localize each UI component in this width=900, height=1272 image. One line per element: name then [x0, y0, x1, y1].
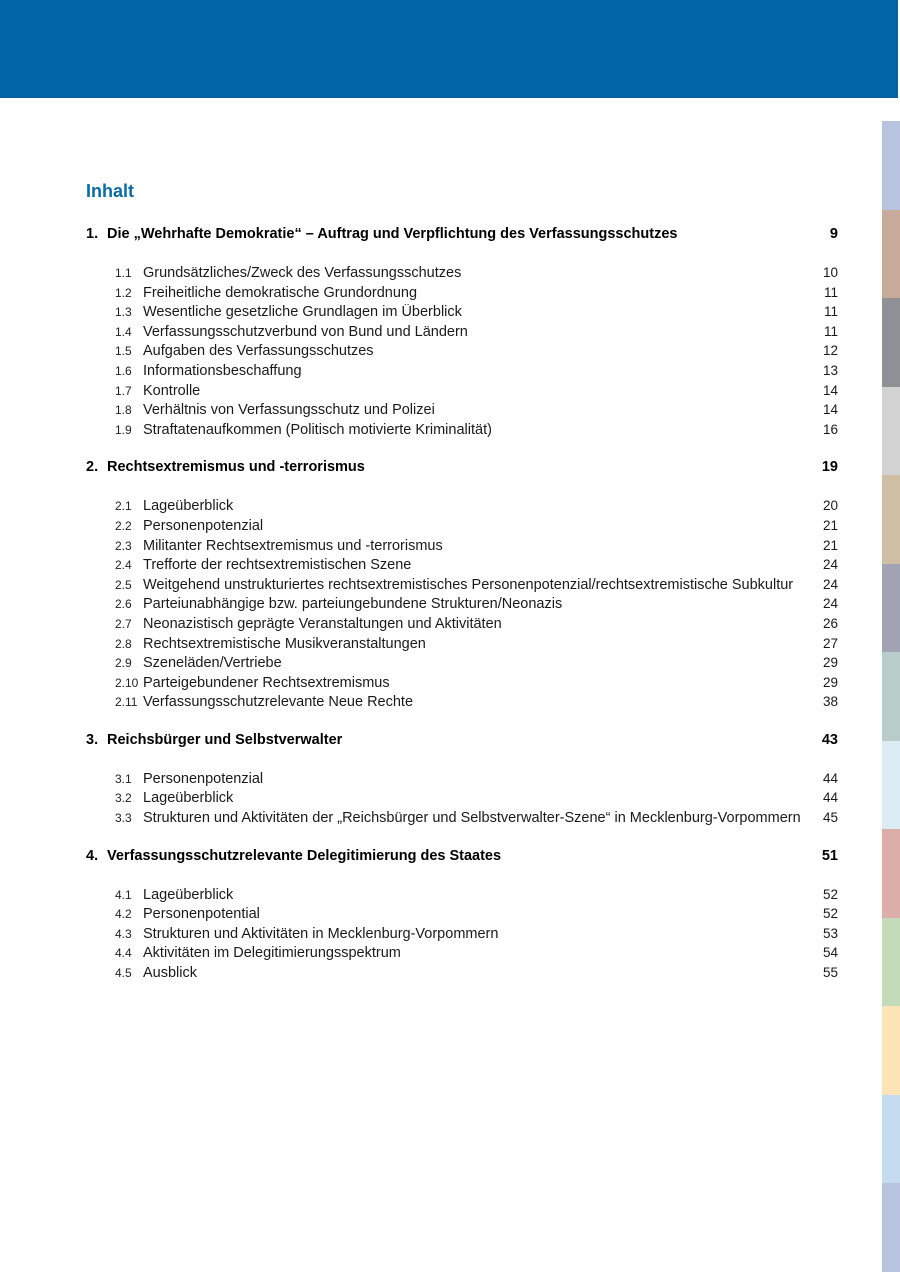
toc-section — [86, 848, 838, 985]
subsection-page: 21 — [822, 537, 838, 553]
side-tab-8 — [882, 741, 900, 830]
table-of-contents — [86, 226, 838, 1003]
toc-subsection-row[interactable] — [86, 945, 838, 965]
subsection-title: Verhältnis von Verfassungsschutz und Polizei — [143, 402, 435, 419]
subsection-number: 2.5 — [115, 577, 132, 592]
header-band — [0, 0, 898, 98]
subsection-title: Verfassungsschutzrelevante Neue Rechte — [143, 694, 414, 711]
toc-subsection-row[interactable] — [86, 577, 838, 597]
subsection-title: Lageüberblick — [143, 886, 234, 903]
toc-subsection-row[interactable] — [86, 324, 838, 344]
toc-section-row[interactable] — [86, 459, 838, 479]
subsection-title: Trefforte der rechtsextremistischen Szene — [143, 557, 412, 574]
subsection-page: 12 — [822, 343, 838, 359]
subsection-page: 20 — [822, 498, 838, 514]
subsection-page: 14 — [822, 382, 838, 398]
side-tab-6 — [882, 564, 900, 653]
subsection-title: Rechtsextremistische Musikveranstaltungen — [143, 635, 426, 652]
subsection-number: 1.5 — [115, 344, 132, 359]
subsection-page: 16 — [822, 421, 838, 437]
subsection-page: 38 — [822, 694, 838, 710]
section-title: Rechtsextremismus und -terrorismus — [107, 459, 365, 476]
subsection-title: Kontrolle — [143, 382, 201, 399]
subsection-title: Verfassungsschutzverbund von Bund und Ländern — [143, 323, 468, 340]
subsection-number: 2.4 — [115, 558, 132, 573]
subsection-title: Personenpotenzial — [143, 517, 264, 534]
toc-subsection-row[interactable] — [86, 636, 838, 656]
section-page: 9 — [829, 226, 838, 242]
section-number: 4. — [86, 847, 99, 864]
toc-subsection-row[interactable] — [86, 538, 838, 558]
subsection-page: 11 — [823, 304, 838, 320]
subsection-number: 4.3 — [115, 926, 132, 941]
toc-subsection-row[interactable] — [86, 790, 838, 810]
section-page: 43 — [821, 731, 838, 748]
subsection-page: 11 — [823, 284, 838, 300]
subsection-title: Neonazistisch geprägte Veranstaltungen und Aktivitäten — [143, 615, 502, 632]
subsection-title: Militanter Rechtsextremismus und -terrorismus — [143, 537, 443, 554]
subsection-title: Straftatenaufkommen (Politisch motivierte Kriminalität) — [143, 421, 492, 438]
subsection-title: Ausblick — [143, 965, 197, 982]
subsection-title: Parteiunabhängige bzw. parteiungebundene Strukturen/Neonazis — [143, 596, 563, 613]
subsection-number: 1.1 — [115, 266, 132, 280]
subsection-number: 1.4 — [115, 324, 132, 339]
toc-subsection-row[interactable] — [86, 402, 838, 422]
section-title: Die „Wehrhafte Demokratie“ – Auftrag und Verpflichtung des Verfassungsschutzes — [107, 226, 678, 242]
toc-subsection-row[interactable] — [86, 363, 838, 383]
subsection-title: Personenpotenzial — [143, 770, 264, 787]
subsection-title: Strukturen und Aktivitäten in Mecklenburg-Vorpommern — [143, 925, 499, 942]
subsection-page: 27 — [822, 635, 838, 651]
subsection-page: 24 — [822, 557, 838, 573]
subsection-title: Personenpotential — [143, 906, 260, 923]
subsection-number: 3.1 — [115, 771, 132, 786]
subsection-number: 1.3 — [115, 305, 132, 320]
toc-subsection-row[interactable] — [86, 518, 838, 538]
toc-section — [86, 226, 838, 441]
subsection-number: 2.7 — [115, 616, 132, 631]
side-tab-1 — [882, 121, 900, 210]
toc-subsection-list — [86, 771, 838, 830]
subsection-page: 13 — [822, 362, 838, 378]
subsection-title: Weitgehend unstrukturiertes rechtsextremistisches Personenpotenzial/rechtsextremistische Subkultur — [143, 576, 794, 593]
toc-section-row[interactable] — [86, 848, 838, 868]
subsection-title: Parteigebundener Rechtsextremismus — [143, 674, 390, 691]
section-number: 2. — [86, 459, 99, 476]
toc-section-row[interactable] — [86, 732, 838, 752]
subsection-title: Aufgaben des Verfassungsschutzes — [143, 343, 374, 360]
subsection-number: 2.10 — [115, 675, 139, 690]
subsection-number: 4.5 — [115, 966, 132, 981]
toc-subsection-row[interactable] — [86, 771, 838, 791]
chapter-side-tabs — [882, 121, 900, 1272]
side-tab-5 — [882, 475, 900, 564]
subsection-number: 2.8 — [115, 636, 132, 651]
subsection-title: Wesentliche gesetzliche Grundlagen im Überblick — [143, 304, 462, 321]
subsection-page: 54 — [822, 945, 838, 961]
toc-subsection-row[interactable] — [86, 906, 838, 926]
side-tab-12 — [882, 1095, 900, 1184]
subsection-number: 2.3 — [115, 538, 132, 553]
subsection-page: 24 — [822, 596, 838, 612]
toc-subsection-row[interactable] — [86, 557, 838, 577]
subsection-number: 4.4 — [115, 946, 132, 961]
subsection-page: 14 — [822, 402, 838, 418]
side-tab-3 — [882, 298, 900, 387]
subsection-number: 4.2 — [115, 907, 132, 922]
subsection-number: 1.7 — [115, 383, 132, 398]
toc-subsection-row[interactable] — [86, 304, 838, 324]
subsection-number: 2.11 — [115, 695, 138, 710]
subsection-title: Freiheitliche demokratische Grundordnung — [143, 284, 418, 301]
toc-subsection-row[interactable] — [86, 498, 838, 518]
toc-section — [86, 732, 838, 830]
subsection-title: Szeneläden/Vertriebe — [143, 655, 282, 672]
toc-subsection-row[interactable] — [86, 655, 838, 675]
toc-subsection-row[interactable] — [86, 596, 838, 616]
subsection-number: 2.2 — [115, 518, 132, 533]
side-tab-4 — [882, 387, 900, 476]
subsection-number: 1.9 — [115, 422, 132, 437]
side-tab-13 — [882, 1183, 900, 1272]
section-page: 51 — [821, 847, 838, 864]
toc-subsection-list — [86, 265, 838, 441]
toc-subsection-list — [86, 498, 838, 714]
section-title: Verfassungsschutzrelevante Delegitimierung des Staates — [107, 847, 502, 864]
subsection-number: 1.6 — [115, 363, 132, 378]
toc-subsection-row[interactable] — [86, 694, 838, 714]
side-tab-2 — [882, 210, 900, 299]
toc-subsection-row[interactable] — [86, 810, 838, 830]
toc-subsection-row[interactable] — [86, 926, 838, 946]
subsection-page: 29 — [822, 655, 838, 671]
toc-subsection-row[interactable] — [86, 965, 838, 985]
section-title: Reichsbürger und Selbstverwalter — [107, 731, 343, 748]
toc-subsection-row[interactable] — [86, 675, 838, 695]
subsection-page: 11 — [823, 323, 838, 339]
subsection-page: 10 — [822, 265, 838, 280]
subsection-page: 44 — [822, 790, 838, 806]
subsection-number: 1.2 — [115, 285, 132, 300]
subsection-title: Lageüberblick — [143, 498, 234, 515]
toc-subsection-row[interactable] — [86, 887, 838, 907]
subsection-title: Informationsbeschaffung — [143, 362, 302, 379]
toc-subsection-row[interactable] — [86, 343, 838, 363]
side-tab-9 — [882, 829, 900, 918]
toc-section-row[interactable] — [86, 226, 838, 246]
side-tab-11 — [882, 1006, 900, 1095]
subsection-page: 24 — [822, 576, 838, 592]
subsection-page: 55 — [822, 965, 838, 981]
section-number: 1. — [86, 226, 99, 242]
toc-subsection-row[interactable] — [86, 265, 838, 285]
subsection-number: 3.3 — [115, 811, 132, 826]
subsection-page: 53 — [822, 925, 838, 941]
toc-subsection-row[interactable] — [86, 383, 838, 403]
section-number: 3. — [86, 731, 99, 748]
side-tab-10 — [882, 918, 900, 1007]
toc-title: Inhalt — [86, 181, 134, 201]
toc-subsection-row[interactable] — [86, 422, 838, 442]
subsection-page: 26 — [822, 615, 838, 631]
subsection-number: 1.8 — [115, 403, 132, 418]
subsection-number: 3.2 — [115, 791, 132, 806]
subsection-title: Grundsätzliches/Zweck des Verfassungsschutzes — [143, 265, 462, 281]
subsection-page: 52 — [822, 906, 838, 922]
subsection-number: 2.6 — [115, 597, 132, 612]
toc-section — [86, 459, 838, 714]
subsection-page: 45 — [822, 810, 838, 826]
subsection-page: 21 — [822, 517, 838, 533]
subsection-number: 2.1 — [115, 499, 132, 514]
toc-subsection-row[interactable] — [86, 285, 838, 305]
subsection-page: 44 — [822, 770, 838, 786]
subsection-number: 4.1 — [115, 887, 132, 902]
section-page: 19 — [821, 459, 838, 476]
subsection-number: 2.9 — [115, 656, 132, 671]
subsection-page: 52 — [822, 886, 838, 902]
toc-subsection-list — [86, 887, 838, 985]
side-tab-7 — [882, 652, 900, 741]
subsection-title: Aktivitäten im Delegitimierungsspektrum — [143, 945, 401, 962]
subsection-title: Strukturen und Aktivitäten der „Reichsbürger und Selbstverwalter-Szene“ in Mecklenburg-Vorpommern — [143, 810, 801, 827]
toc-subsection-row[interactable] — [86, 616, 838, 636]
subsection-page: 29 — [822, 674, 838, 690]
subsection-title: Lageüberblick — [143, 790, 234, 807]
